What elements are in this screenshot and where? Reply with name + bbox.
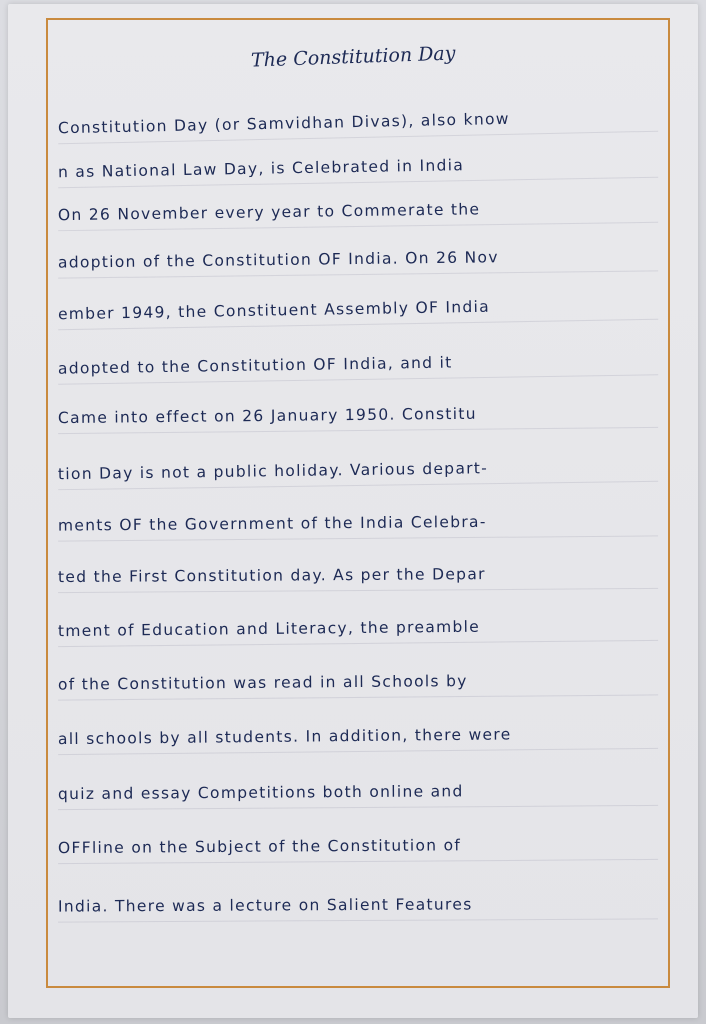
text-line: tment of Education and Literacy, the preamble	[58, 616, 658, 647]
text-line: adopted to the Constitution OF India, and it	[58, 350, 658, 384]
text-line: On 26 November every year to Commerate the	[58, 198, 658, 231]
text-line: quiz and essay Competitions both online and	[58, 781, 658, 810]
text-line: Constitution Day (or Samvidhan Divas), also know	[58, 107, 658, 145]
text-line: ember 1949, the Constituent Assembly OF India	[58, 295, 658, 330]
text-line: tion Day is not a public holiday. Various depart-	[58, 457, 658, 490]
text-line: adoption of the Constitution OF India. On 26 Nov	[58, 246, 658, 278]
text-line: ted the First Constitution day. As per the Depar	[58, 564, 658, 593]
text-line: n as National Law Day, is Celebrated in India	[58, 153, 658, 188]
text-line: OFFline on the Subject of the Constitution of	[58, 835, 658, 864]
text-line: all schools by all students. In addition, there were	[58, 724, 658, 755]
page-title: The Constitution Day	[250, 42, 456, 72]
text-line: of the Constitution was read in all Schools by	[58, 670, 658, 700]
title-container	[0, 42, 706, 72]
text-line: Came into effect on 26 January 1950. Constitu	[58, 403, 658, 434]
text-line: India. There was a lecture on Salient Features	[58, 894, 658, 922]
text-line: ments OF the Government of the India Celebra-	[58, 511, 658, 541]
